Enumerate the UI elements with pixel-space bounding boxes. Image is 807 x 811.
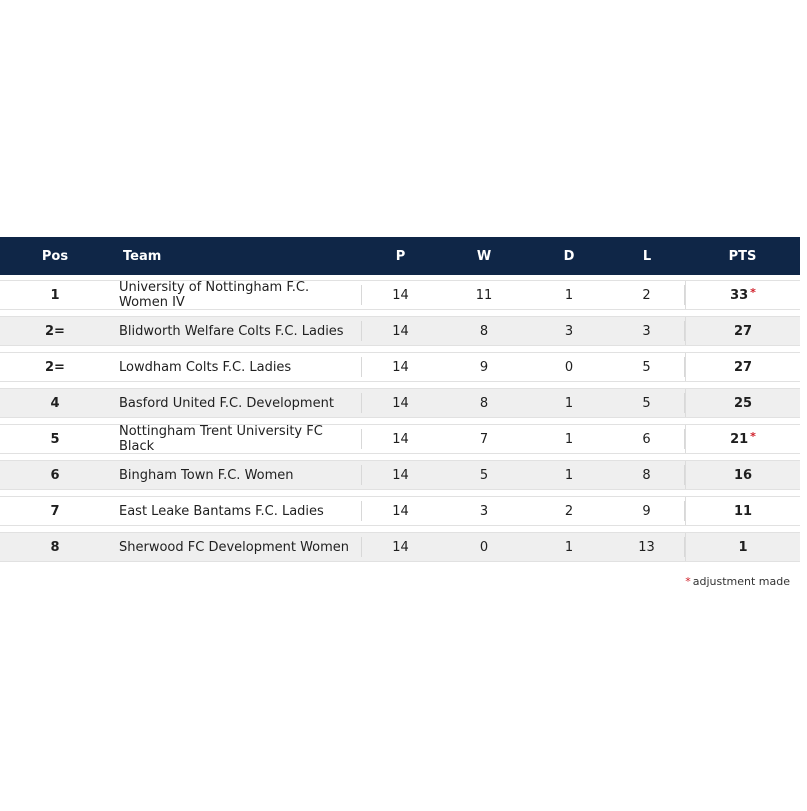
cell-pos-value: 6 [50,467,60,483]
cell-won [439,533,529,561]
cell-drawn [529,317,609,345]
table-row[interactable] [0,352,800,382]
cell-played [362,353,439,381]
cell-played-value: 14 [392,395,409,411]
cell-won-value: 9 [479,359,489,375]
cell-team-value: University of Nottingham F.C. Women IV [119,280,310,310]
cell-team[interactable] [110,465,362,485]
cell-pos-value: 4 [50,395,60,411]
cell-points [685,389,800,417]
cell-team[interactable] [110,537,362,557]
cell-team[interactable] [110,424,362,454]
league-table [0,237,800,562]
cell-won [439,425,529,453]
footnote-text: adjustment made [692,575,790,588]
cell-drawn-value: 0 [564,359,574,375]
cell-lost [609,501,685,521]
cell-pos [0,353,110,381]
cell-points-value: 27 [733,323,753,339]
cell-played [362,281,439,309]
cell-points-value: 1 [738,539,748,555]
cell-lost-value: 2 [642,287,651,303]
cell-played [362,317,439,345]
table-body [0,280,800,562]
cell-drawn [529,353,609,381]
cell-points-value: 11 [733,503,753,519]
cell-pos [0,389,110,417]
cell-pos [0,317,110,345]
cell-team-value: Basford United F.C. Development [119,395,334,411]
cell-drawn-value: 2 [564,503,574,519]
cell-drawn-value: 3 [564,323,574,339]
header-drawn[interactable]: D [563,248,575,264]
header-points[interactable]: PTS [728,248,757,264]
cell-played-value: 14 [392,431,409,447]
cell-won [439,389,529,417]
cell-lost [609,465,685,485]
cell-drawn-value: 1 [564,431,574,447]
cell-pos-value: 8 [50,539,60,555]
cell-pos [0,281,110,309]
cell-won-value: 7 [479,431,489,447]
cell-team[interactable] [110,501,362,521]
cell-lost-value: 8 [642,467,651,483]
cell-played-value: 14 [392,323,409,339]
cell-lost [609,429,685,449]
cell-drawn-value: 1 [564,395,574,411]
cell-lost [609,321,685,341]
cell-won [439,353,529,381]
cell-drawn [529,533,609,561]
cell-points [685,425,800,453]
cell-pos [0,461,110,489]
cell-team-value: Blidworth Welfare Colts F.C. Ladies [119,323,344,339]
cell-drawn [529,461,609,489]
footnote-asterisk: * [685,575,691,588]
cell-points [685,497,800,525]
cell-team[interactable] [110,280,362,310]
cell-won [439,497,529,525]
cell-points-value: 16 [733,467,753,483]
table-row[interactable] [0,388,800,418]
cell-played-value: 14 [392,287,409,303]
cell-won-value: 8 [479,395,489,411]
cell-lost-value: 13 [638,539,655,555]
cell-points [685,353,800,381]
cell-won-value: 11 [475,287,493,303]
cell-played [362,389,439,417]
cell-played-value: 14 [392,503,409,519]
cell-played [362,497,439,525]
table-row[interactable] [0,316,800,346]
table-row[interactable] [0,280,800,310]
cell-team[interactable] [110,393,362,413]
cell-points [685,281,800,309]
cell-lost [609,537,685,557]
cell-played [362,425,439,453]
cell-lost [609,357,685,377]
cell-points [685,533,800,561]
cell-points-value: 25 [733,395,753,411]
cell-points-value: 21 [730,431,749,447]
cell-lost-value: 9 [642,503,651,519]
cell-lost [609,285,685,305]
cell-won-value: 3 [479,503,489,519]
cell-won-value: 5 [479,467,489,483]
header-played[interactable]: P [395,248,406,264]
cell-pos [0,533,110,561]
cell-won-value: 0 [479,539,489,555]
cell-lost-value: 5 [642,395,651,411]
cell-drawn-value: 1 [564,467,574,483]
cell-points [685,317,800,345]
table-row[interactable] [0,532,800,562]
cell-team-value: Nottingham Trent University FC Black [119,424,323,454]
cell-pos-value: 5 [50,431,60,447]
table-row[interactable] [0,460,800,490]
adjustment-asterisk: * [750,429,756,443]
cell-played-value: 14 [392,467,409,483]
cell-won [439,317,529,345]
cell-drawn [529,425,609,453]
cell-lost-value: 5 [642,359,651,375]
cell-played [362,461,439,489]
cell-drawn [529,389,609,417]
cell-team[interactable] [110,357,362,377]
cell-drawn [529,281,609,309]
cell-pos-value: 7 [50,503,60,519]
header-won[interactable]: W [476,248,492,264]
cell-pos-value: 1 [50,287,60,303]
cell-pos-value: 2= [45,359,65,375]
cell-points-value: 33 [730,287,749,303]
cell-points-value: 27 [733,359,753,375]
cell-pos-value: 2= [45,323,65,339]
cell-drawn-value: 1 [564,539,574,555]
cell-team-value: Sherwood FC Development Women [119,539,350,555]
cell-team-value: East Leake Bantams F.C. Ladies [119,503,324,519]
cell-drawn-value: 1 [564,287,574,303]
table-header [0,237,800,275]
header-lost[interactable]: L [642,248,652,264]
cell-team-value: Bingham Town F.C. Women [119,467,294,483]
cell-played [362,533,439,561]
table-row[interactable] [0,496,800,526]
cell-lost [609,393,685,413]
cell-lost-value: 6 [642,431,651,447]
cell-pos [0,425,110,453]
cell-drawn [529,497,609,525]
footnote [685,575,790,588]
cell-won [439,461,529,489]
cell-played-value: 14 [392,539,409,555]
cell-pos [0,497,110,525]
header-pos[interactable]: Pos [41,248,69,264]
cell-played-value: 14 [392,359,409,375]
cell-lost-value: 3 [642,323,651,339]
table-row[interactable] [0,424,800,454]
cell-points [685,461,800,489]
cell-won-value: 8 [479,323,489,339]
cell-team-value: Lowdham Colts F.C. Ladies [119,359,292,375]
cell-won [439,281,529,309]
header-team[interactable]: Team [123,248,162,264]
adjustment-asterisk: * [750,285,756,299]
cell-team[interactable] [110,321,362,341]
